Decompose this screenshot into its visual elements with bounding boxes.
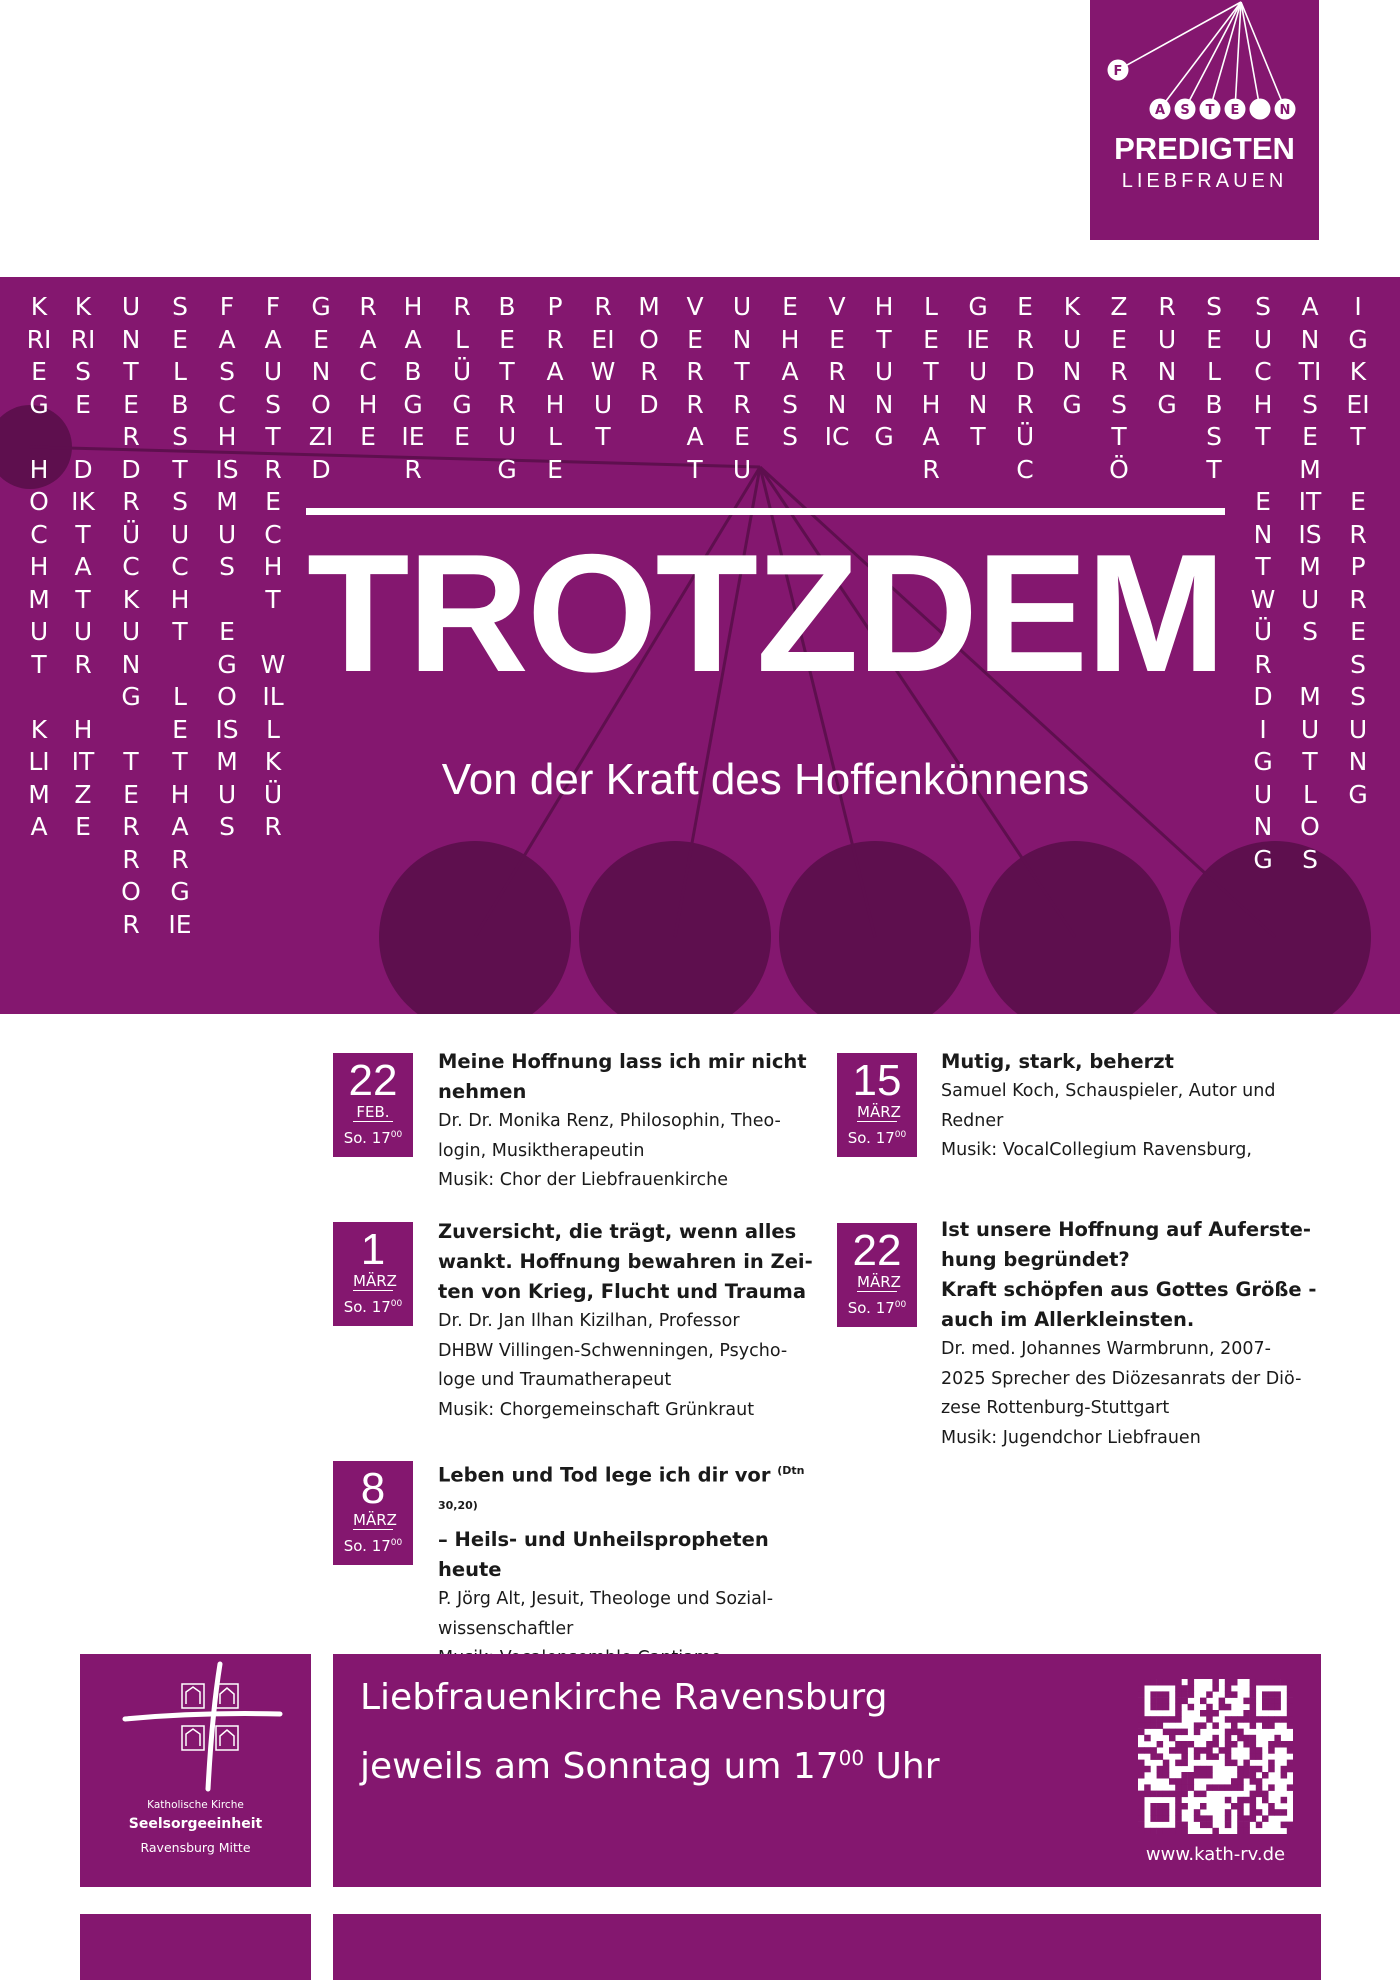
column-word: HASS	[780, 324, 800, 451]
word-column	[961, 291, 995, 454]
event-month: MÄRZ	[857, 1103, 901, 1121]
event-music: Musik: Chorgemeinschaft Grünkraut	[438, 1399, 755, 1420]
word-column	[586, 291, 620, 454]
word-column	[725, 291, 759, 486]
column-word: PRAHLE	[545, 292, 565, 484]
column-word: UNTERDRÜCKUNG	[121, 292, 141, 711]
column-word: SELBST	[1205, 292, 1223, 484]
column-word: ERPRESSUNG	[1348, 487, 1368, 809]
event-month: MÄRZ	[353, 1272, 397, 1290]
qr-code-icon[interactable]	[1138, 1679, 1293, 1834]
event-day: 1	[360, 1225, 386, 1274]
column-word: WILLKÜR	[260, 649, 286, 841]
hero-banner	[0, 277, 1400, 1014]
event-time: So. $17^{00}$	[343, 1537, 403, 1555]
word-column	[914, 291, 948, 486]
event-title: hung begründet?	[941, 1248, 1130, 1271]
logo-letter: F	[1113, 64, 1123, 79]
parish-label: Katholische Kirche	[147, 1799, 244, 1811]
event-title: Kraft schöpfen aus Gottes Größe -	[941, 1278, 1317, 1301]
event-day: 15	[852, 1056, 902, 1105]
column-word: MORD	[638, 292, 660, 419]
column-word: KUNG	[1062, 292, 1082, 419]
logo-balls	[1108, 60, 1296, 120]
event-month: FEB.	[353, 1103, 393, 1122]
word-column	[678, 291, 712, 486]
event-title: auch im Allerkleinsten.	[941, 1308, 1195, 1331]
bottom-strip-left	[80, 1914, 311, 1980]
column-word: SELBSTSUCHT	[170, 292, 190, 646]
word-column	[256, 291, 290, 844]
bottom-strip-main	[333, 1914, 1321, 1980]
word-column	[22, 291, 56, 844]
column-word: VERRAT	[686, 292, 704, 484]
logo-liebfrauen: LIEBFRAUEN	[1121, 170, 1288, 192]
event-title: ten von Krieg, Flucht und Trauma	[438, 1280, 807, 1303]
logo-letter: A	[1154, 103, 1166, 118]
column-word: TERROR	[121, 747, 141, 939]
hero-title: TROTZDEM	[306, 519, 1225, 707]
column-word: WUT	[590, 357, 616, 451]
event-speaker: wissenschaftler	[438, 1618, 574, 1639]
event-month: MÄRZ	[857, 1273, 901, 1291]
event-time: So. $17^{00}$	[343, 1298, 403, 1316]
column-word: EGOISMUS	[215, 617, 239, 841]
title-rule	[306, 508, 1225, 515]
event-speaker: 2025 Sprecher des Diözesanrats der Diö-	[941, 1368, 1302, 1389]
event-speaker: Dr. med. Johannes Warmbrunn, 2007-	[941, 1339, 1271, 1359]
logo-letter: N	[1279, 103, 1291, 118]
event-month: MÄRZ	[353, 1511, 397, 1529]
hero-subtitle: Von der Kraft des Hoffenkönnens	[441, 755, 1090, 804]
logo-predigten: PREDIGTEN	[1114, 131, 1295, 166]
column-word: REI	[591, 292, 615, 354]
event-text	[941, 1047, 1321, 1166]
word-column	[396, 291, 430, 486]
word-column	[867, 291, 901, 454]
parish-cross-icon	[80, 1654, 311, 1794]
column-word: RUNG	[1157, 292, 1177, 419]
event-text	[438, 1047, 818, 1196]
logo-letter: E	[1230, 103, 1240, 118]
word-column	[351, 291, 385, 454]
column-word: UNTREU	[732, 292, 752, 484]
event-speaker: Redner	[941, 1110, 1004, 1131]
word-column	[773, 291, 807, 454]
column-word: VERNIC	[824, 292, 850, 451]
website-link[interactable]: www.kath-rv.de	[1145, 1844, 1286, 1865]
word-column	[538, 291, 572, 486]
column-word: LETHARGIE	[168, 682, 192, 939]
column-word: RACHE	[358, 292, 378, 451]
event-music: Musik: Chor der Liebfrauenkirche	[438, 1170, 728, 1190]
event-title: Meine Hoffnung lass ich mir nicht	[438, 1050, 807, 1073]
event-title: Leben und Tod lege ich dir vor $^{(Dtn 30,20)}$	[438, 1463, 805, 1512]
event-date-badge	[837, 1223, 917, 1327]
column-word: BETRUG	[497, 292, 517, 484]
column-word: IGKEIT	[1346, 292, 1370, 451]
event-title: Ist unsere Hoffnung auf Auferste-	[941, 1218, 1311, 1241]
venue-box	[333, 1654, 1321, 1887]
word-column	[632, 291, 666, 421]
event-speaker: Dr. Dr. Monika Renz, Philosophin, Theo-	[438, 1111, 781, 1131]
parish-logo-box	[80, 1654, 311, 1887]
fastenpredigten-logo	[1090, 0, 1319, 240]
event-day: 22	[852, 1226, 902, 1275]
event-speaker: P. Jörg Alt, Jesuit, Theologe und Sozial-	[438, 1589, 774, 1609]
word-column	[490, 291, 524, 486]
event-speaker: login, Musiktherapeutin	[438, 1140, 645, 1161]
column-word: ERDRÜC	[1015, 292, 1035, 484]
logo-letter: S	[1180, 103, 1190, 118]
parish-name: Seelsorgeeinheit	[128, 1816, 263, 1832]
word-column	[210, 291, 244, 844]
event-title: Zuversicht, die trägt, wenn alles	[438, 1220, 797, 1243]
word-column	[114, 291, 148, 941]
column-word: MUTLOS	[1299, 682, 1321, 874]
column-word: KRISE	[70, 292, 96, 419]
event-time: So. $17^{00}$	[847, 1299, 907, 1317]
column-word: LETHAR	[921, 292, 941, 484]
event-text	[438, 1456, 838, 1674]
column-word: HOCHMUT	[28, 454, 50, 679]
column-word: GENOZID	[308, 292, 334, 484]
parish-location: Ravensburg Mitte	[140, 1840, 251, 1855]
event-date-badge	[333, 1461, 413, 1565]
event-speaker: Dr. Dr. Jan Ilhan Kizilhan, Professor	[438, 1311, 740, 1331]
word-column	[66, 291, 100, 844]
column-word: LÜGE	[452, 324, 472, 451]
venue-schedule: jeweils am Sonntag um $17^{00}$ Uhr	[360, 1746, 940, 1787]
event-music: Musik: Jugendchor Liebfrauen	[941, 1427, 1201, 1448]
column-word: KLIMA	[28, 714, 50, 841]
column-word: DIKTATUR	[71, 454, 95, 679]
column-word: HITZE	[71, 714, 95, 841]
column-word: FAUSTRECHT	[263, 292, 283, 614]
word-column	[304, 291, 338, 486]
word-column	[1102, 291, 1136, 486]
column-word: UNT	[968, 357, 988, 451]
event-text	[438, 1217, 818, 1425]
column-word: FASCHISMUS	[215, 292, 239, 581]
event-text	[941, 1215, 1321, 1453]
column-word: R	[453, 292, 471, 321]
word-column	[1197, 291, 1231, 486]
word-column	[1055, 291, 1089, 421]
event-time: So. $17^{00}$	[343, 1129, 403, 1147]
pendulum-logo-icon	[1090, 0, 1319, 130]
event-speaker: DHBW Villingen-Schwenningen, Psycho-	[438, 1340, 788, 1361]
event-music: Musik: VocalCollegium Ravensburg,	[941, 1140, 1252, 1160]
column-word: ZERSTÖ	[1109, 292, 1129, 484]
column-word: E	[782, 292, 798, 321]
event-speaker: zese Rottenburg-Stuttgart	[941, 1398, 1170, 1418]
column-word: SUCHT	[1253, 292, 1273, 451]
venue-name: Liebfrauenkirche Ravensburg	[360, 1677, 888, 1718]
event-date-badge	[333, 1222, 413, 1326]
event-day: 22	[348, 1056, 398, 1105]
column-word: HABGIER	[401, 292, 425, 484]
column-word: ANTISEMITISMUS	[1298, 292, 1322, 646]
column-word: KRIEG	[26, 292, 52, 419]
word-column	[1008, 291, 1042, 486]
word-column	[1293, 291, 1327, 876]
column-word: GIE	[966, 292, 990, 354]
word-column	[1246, 291, 1280, 876]
event-time: So. $17^{00}$	[847, 1129, 907, 1147]
event-title: nehmen	[438, 1080, 527, 1103]
event-title: Mutig, stark, beherzt	[941, 1050, 1174, 1073]
event-date-badge	[837, 1053, 917, 1157]
word-column	[1341, 291, 1375, 811]
event-day: 8	[360, 1464, 386, 1513]
event-speaker: loge und Traumatherapeut	[438, 1370, 672, 1390]
event-title: wankt. Hoffnung bewahren in Zei-	[438, 1250, 813, 1273]
logo-letter: T	[1205, 103, 1215, 118]
column-word: HTUNG	[874, 292, 894, 451]
column-word: ENTWÜRDIGUNG	[1250, 487, 1276, 874]
word-column	[1150, 291, 1184, 421]
event-speaker: Samuel Koch, Schauspieler, Autor und	[941, 1081, 1276, 1101]
event-date-badge	[333, 1053, 413, 1157]
word-column	[445, 291, 479, 454]
event-title: – Heils- und Unheilspropheten heute	[438, 1528, 769, 1581]
word-column	[820, 291, 854, 454]
word-column	[163, 291, 197, 941]
